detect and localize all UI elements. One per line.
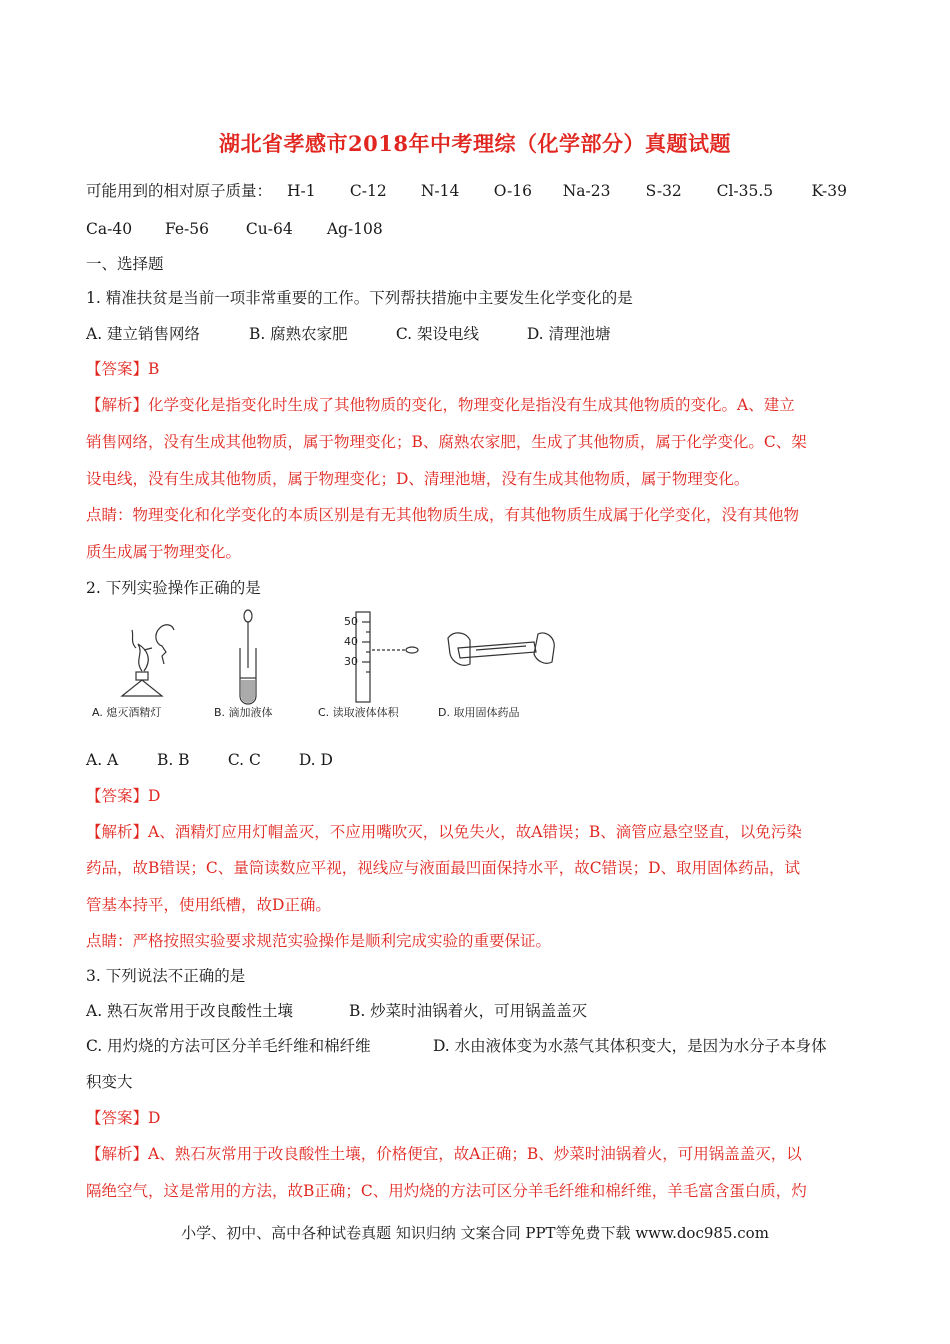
- cylinder-tick-label: 30: [344, 655, 358, 668]
- test-tube-hands-illustration: [448, 633, 554, 665]
- q1-answer: 【答案】B: [86, 360, 160, 378]
- q3-option-a: A. 熟石灰常用于改良酸性土壤: [86, 1002, 294, 1020]
- atomic-mass: Na-23: [562, 182, 611, 200]
- q1-analysis-line: 销售网络，没有生成其他物质，属于物理变化；B、腐熟农家肥，生成了其他物质，属于化学变化。C、架: [86, 433, 807, 451]
- q3-options-line-1: [86, 1001, 587, 1021]
- section-heading: 一、选择题: [86, 255, 164, 273]
- q2-stem: 2. 下列实验操作正确的是: [86, 579, 261, 597]
- q2-option-a: A. A: [86, 751, 119, 769]
- dropper-illustration: [240, 610, 256, 704]
- q3-option-d: D. 水由液体变为水蒸气其体积变大，是因为水分子本身体: [432, 1037, 827, 1055]
- cylinder-tick-label: 40: [344, 635, 358, 648]
- q1-analysis-line: 【解析】化学变化是指变化时生成了其他物质的变化，物理变化是指没有生成其他物质的变化。A、建立: [86, 396, 795, 414]
- q3-analysis-line: 隔绝空气，这是常用的方法，故B正确；C、用灼烧的方法可区分羊毛纤维和棉纤维，羊毛富含蛋白质，灼: [86, 1182, 807, 1200]
- q1-options: [86, 324, 611, 344]
- q3-option-b: B. 炒菜时油锅着火，可用锅盖盖灭: [348, 1002, 588, 1020]
- q2-option-c: C. C: [227, 751, 261, 769]
- atomic-mass: Ca-40: [86, 220, 133, 238]
- q2-experiment-figure: [86, 608, 556, 724]
- q3-option-c: C. 用灼烧的方法可区分羊毛纤维和棉纤维: [86, 1037, 371, 1055]
- atomic-mass: S-32: [645, 182, 682, 200]
- q1-option-a: A. 建立销售网络: [86, 325, 201, 343]
- cylinder-tick-label: 50: [344, 615, 358, 628]
- atomic-mass-line-1: [86, 181, 847, 201]
- q1-note-line: 点睛：物理变化和化学变化的本质区别是有无其他物质生成，有其他物质生成属于化学变化，没有其他物: [86, 506, 800, 524]
- atomic-mass: H-1: [286, 182, 316, 200]
- q3-stem: 3. 下列说法不正确的是: [86, 967, 246, 985]
- page-title: 湖北省孝感市2018年中考理综（化学部分）真题试题: [219, 131, 731, 156]
- atomic-mass: O-16: [493, 182, 533, 200]
- q2-note-line: 点睛：严格按照实验要求规范实验操作是顺利完成实验的重要保证。: [86, 932, 552, 950]
- q2-option-d: D. D: [298, 751, 333, 769]
- atomic-mass: C-12: [349, 182, 387, 200]
- alcohol-lamp-illustration: [122, 625, 174, 696]
- q2-analysis-line: 管基本持平，使用纸槽，故D正确。: [86, 896, 331, 914]
- figure-caption-c: C. 读取液体体积: [318, 706, 399, 719]
- atomic-mass: Fe-56: [164, 220, 209, 238]
- atomic-mass: Ag-108: [326, 220, 383, 238]
- measuring-cylinder-illustration: [356, 612, 418, 702]
- q1-option-b: B. 腐熟农家肥: [248, 325, 348, 343]
- q2-analysis-line: 【解析】A、酒精灯应用灯帽盖灭，不应用嘴吹灭，以免失火，故A错误；B、滴管应悬空竖直，以免污染: [86, 823, 802, 841]
- atomic-mass-label: 可能用到的相对原子质量：: [86, 182, 273, 200]
- figure-caption-b: B. 滴加液体: [214, 706, 273, 719]
- atomic-mass: K-39: [811, 182, 847, 200]
- q2-analysis-line: 药品，故B错误；C、量筒读数应平视，视线应与液面最凹面保持水平，故C错误；D、取用固体药品，试: [86, 859, 801, 877]
- q2-answer: 【答案】D: [86, 787, 161, 805]
- figure-caption-a: A. 熄灭酒精灯: [92, 706, 162, 719]
- q1-note-line: 质生成属于物理变化。: [86, 543, 242, 561]
- q3-answer: 【答案】D: [86, 1109, 161, 1127]
- atomic-mass: Cu-64: [245, 220, 293, 238]
- q1-analysis-line: 设电线，没有生成其他物质，属于物理变化；D、清理池塘，没有生成其他物质，属于物理变化。: [86, 470, 750, 488]
- q2-option-b: B. B: [156, 751, 190, 769]
- q2-options: [86, 750, 333, 770]
- figure-caption-d: D. 取用固体药品: [438, 706, 520, 719]
- q3-options-line-3: 积变大: [86, 1073, 133, 1091]
- page-footer: 小学、初中、高中各种试卷真题 知识归纳 文案合同 PPT等免费下载 www.doc985.com: [181, 1224, 769, 1242]
- atomic-mass: Cl-35.5: [716, 182, 774, 200]
- q1-option-d: D. 清理池塘: [526, 325, 611, 343]
- q3-options-line-2: [86, 1036, 827, 1056]
- q1-stem: 1. 精准扶贫是当前一项非常重要的工作。下列帮扶措施中主要发生化学变化的是: [86, 289, 633, 307]
- atomic-mass: N-14: [420, 182, 460, 200]
- atomic-mass-line-2: [86, 219, 383, 239]
- q3-analysis-line: 【解析】A、熟石灰常用于改良酸性土壤，价格便宜，故A正确；B、炒菜时油锅着火，可用锅盖盖灭，以: [86, 1145, 802, 1163]
- q1-option-c: C. 架设电线: [395, 325, 480, 343]
